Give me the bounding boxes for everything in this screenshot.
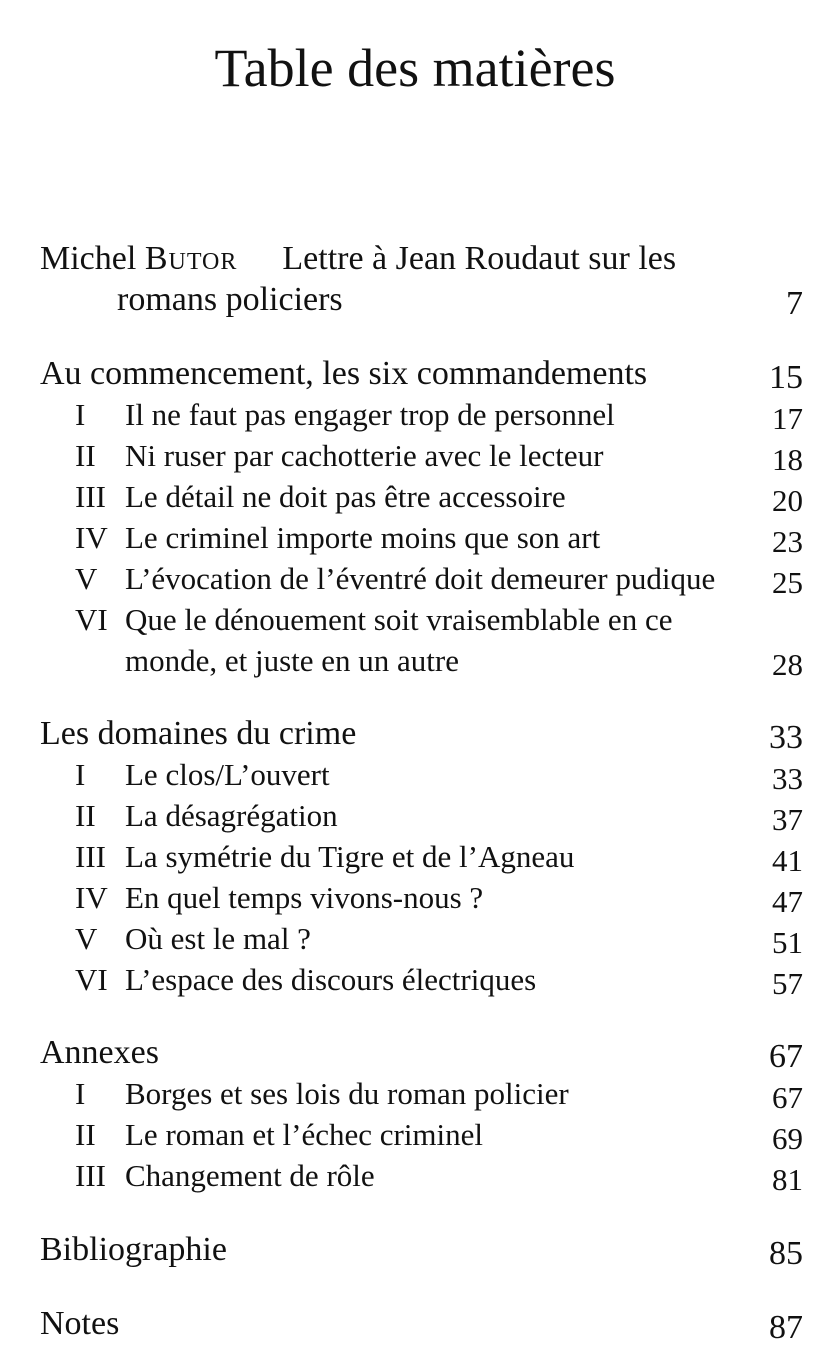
toc-item[interactable] [40, 1073, 803, 1114]
item-title: Le détail ne doit pas être accessoire [125, 479, 566, 514]
page-number: 87 [769, 1309, 803, 1346]
item-title: La symétrie du Tigre et de l’Agneau [125, 839, 575, 874]
item-number: VI [75, 962, 108, 997]
page-number: 57 [772, 966, 803, 1001]
page-number: 81 [772, 1162, 803, 1197]
section-title: Bibliographie [40, 1231, 227, 1268]
page-number: 41 [772, 843, 803, 878]
page-number: 51 [772, 925, 803, 960]
item-title: Borges et ses lois du roman policier [125, 1076, 569, 1111]
entry-title-line2: romans policiers [117, 281, 343, 318]
item-title: La désagrégation [125, 798, 338, 833]
toc-section-bibliographie[interactable] [40, 1229, 803, 1270]
toc-item[interactable] [40, 754, 803, 795]
toc-item[interactable] [40, 517, 803, 558]
author-first-name: Michel [40, 240, 137, 277]
page-number: 7 [786, 285, 803, 322]
toc-entry-butor[interactable] [40, 238, 803, 279]
section-title: Annexes [40, 1034, 159, 1071]
section-title: Les domaines du crime [40, 715, 357, 752]
page-number: 37 [772, 802, 803, 837]
item-number: V [75, 561, 98, 596]
item-number: II [75, 1117, 96, 1152]
item-number: I [75, 757, 86, 792]
item-title: Où est le mal ? [125, 921, 311, 956]
item-number: VI [75, 602, 108, 637]
page-number: 20 [772, 483, 803, 518]
section-title: Au commencement, les six commandements [40, 355, 648, 392]
toc-item[interactable] [40, 1114, 803, 1155]
toc-item[interactable] [40, 918, 803, 959]
page-number: 25 [772, 565, 803, 600]
item-number: V [75, 921, 98, 956]
page-number: 33 [772, 761, 803, 796]
item-number: III [75, 479, 106, 514]
page-title: Table des matières [214, 38, 616, 98]
toc-item[interactable] [40, 1155, 803, 1196]
item-title: Il ne faut pas engager trop de personnel [125, 397, 615, 432]
toc-section-domaines[interactable] [40, 713, 803, 754]
page-number: 85 [769, 1235, 803, 1272]
entry-title-line1: Lettre à Jean Roudaut sur les [282, 240, 677, 277]
page-number: 47 [772, 884, 803, 919]
toc-section-notes[interactable] [40, 1303, 803, 1344]
item-title: Le roman et l’échec criminel [125, 1117, 484, 1152]
item-title: En quel temps vivons-nous ? [125, 880, 484, 915]
item-number: IV [75, 880, 108, 915]
page-number: 67 [772, 1080, 803, 1115]
item-title: Changement de rôle [125, 1158, 375, 1193]
item-number: I [75, 397, 86, 432]
item-number: III [75, 1158, 106, 1193]
page-number: 33 [769, 719, 803, 756]
toc-item[interactable] [40, 435, 803, 476]
item-title: L’espace des discours électriques [125, 962, 537, 997]
item-number: II [75, 438, 96, 473]
item-number: III [75, 839, 106, 874]
item-title: L’évocation de l’éventré doit demeurer pudique [125, 561, 716, 596]
toc-item[interactable] [40, 394, 803, 435]
item-number: IV [75, 520, 108, 555]
table-of-contents [40, 238, 803, 1344]
toc-item[interactable] [40, 836, 803, 877]
toc-item[interactable] [40, 795, 803, 836]
toc-section-commandements[interactable] [40, 353, 803, 394]
toc-item[interactable] [40, 877, 803, 918]
toc-entry-butor-cont[interactable] [40, 279, 803, 320]
page-number: 67 [769, 1038, 803, 1075]
item-number: I [75, 1076, 86, 1111]
page-number: 17 [772, 401, 803, 436]
toc-section-annexes[interactable] [40, 1032, 803, 1073]
item-title: Que le dénouement soit vraisemblable en ce [125, 602, 673, 637]
toc-item[interactable] [40, 558, 803, 599]
toc-item[interactable] [40, 599, 803, 640]
author-last-name: Butor [144, 240, 238, 277]
item-title: Ni ruser par cachotterie avec le lecteur [125, 438, 604, 473]
page-number: 28 [772, 647, 803, 682]
item-number: II [75, 798, 96, 833]
toc-item-cont[interactable] [40, 640, 803, 681]
item-title: Le clos/L’ouvert [125, 757, 330, 792]
section-title: Notes [40, 1305, 120, 1342]
item-title: Le criminel importe moins que son art [125, 520, 601, 555]
toc-item[interactable] [40, 476, 803, 517]
page-number: 23 [772, 524, 803, 559]
page-number: 69 [772, 1121, 803, 1156]
page-number: 18 [772, 442, 803, 477]
item-title-cont: monde, et juste en un autre [125, 643, 460, 678]
page-number: 15 [769, 359, 803, 396]
toc-item[interactable] [40, 959, 803, 1000]
